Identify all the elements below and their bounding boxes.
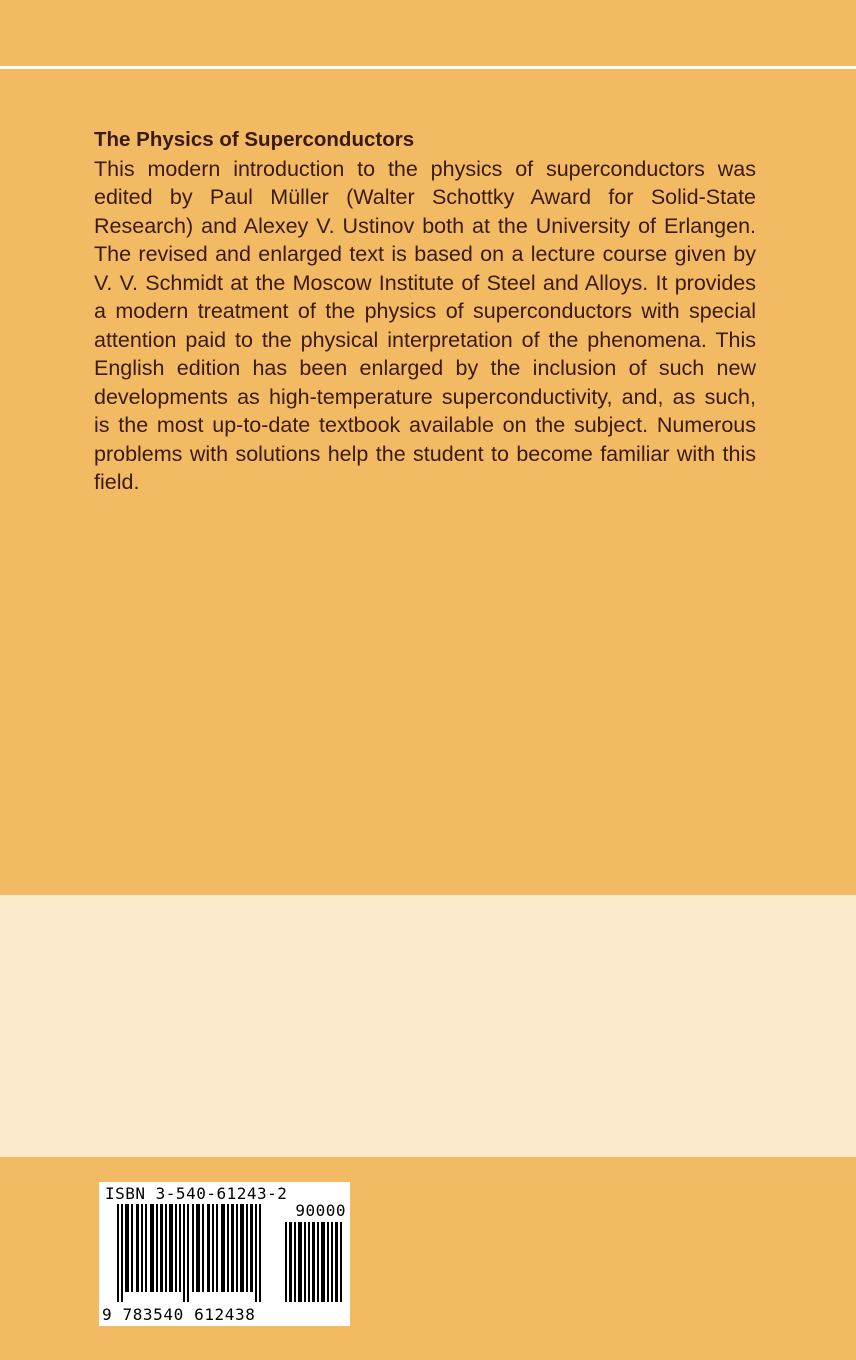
book-title: The Physics of Superconductors	[94, 128, 415, 151]
book-description: This modern introduction to the physics of superconductors was edited by Paul Müller (Walter Schottky Award for Solid-State Research) and Alexey V. Ustinov both at the University of Erlangen. The revised and enlarged text is based on a lecture course given by V. V. Schmidt at the Moscow Institute of Steel and Alloys. It provides a modern treatment of the physics of superconductors with special attention paid to the physical interpretation of the phenomena. This English edition has been enlarged by the inclusion of such new developments as high-temperature superconductivity, and, as such, is the most up-to-date textbook available on the subject. Numerous problems with solutions help the student to become familiar with this field.	[94, 156, 756, 494]
ean-barcode-bars	[117, 1204, 265, 1302]
isbn-number: ISBN 3-540-61243-2	[105, 1184, 288, 1203]
isbn-barcode-label	[99, 1182, 350, 1326]
top-divider-line	[0, 66, 856, 69]
ean-digits: 9 783540 612438	[102, 1305, 256, 1324]
addon-barcode-bars	[285, 1222, 343, 1302]
light-band-panel	[0, 895, 856, 1157]
price-addon-code: 90000	[295, 1201, 346, 1220]
back-cover-text	[94, 126, 756, 497]
